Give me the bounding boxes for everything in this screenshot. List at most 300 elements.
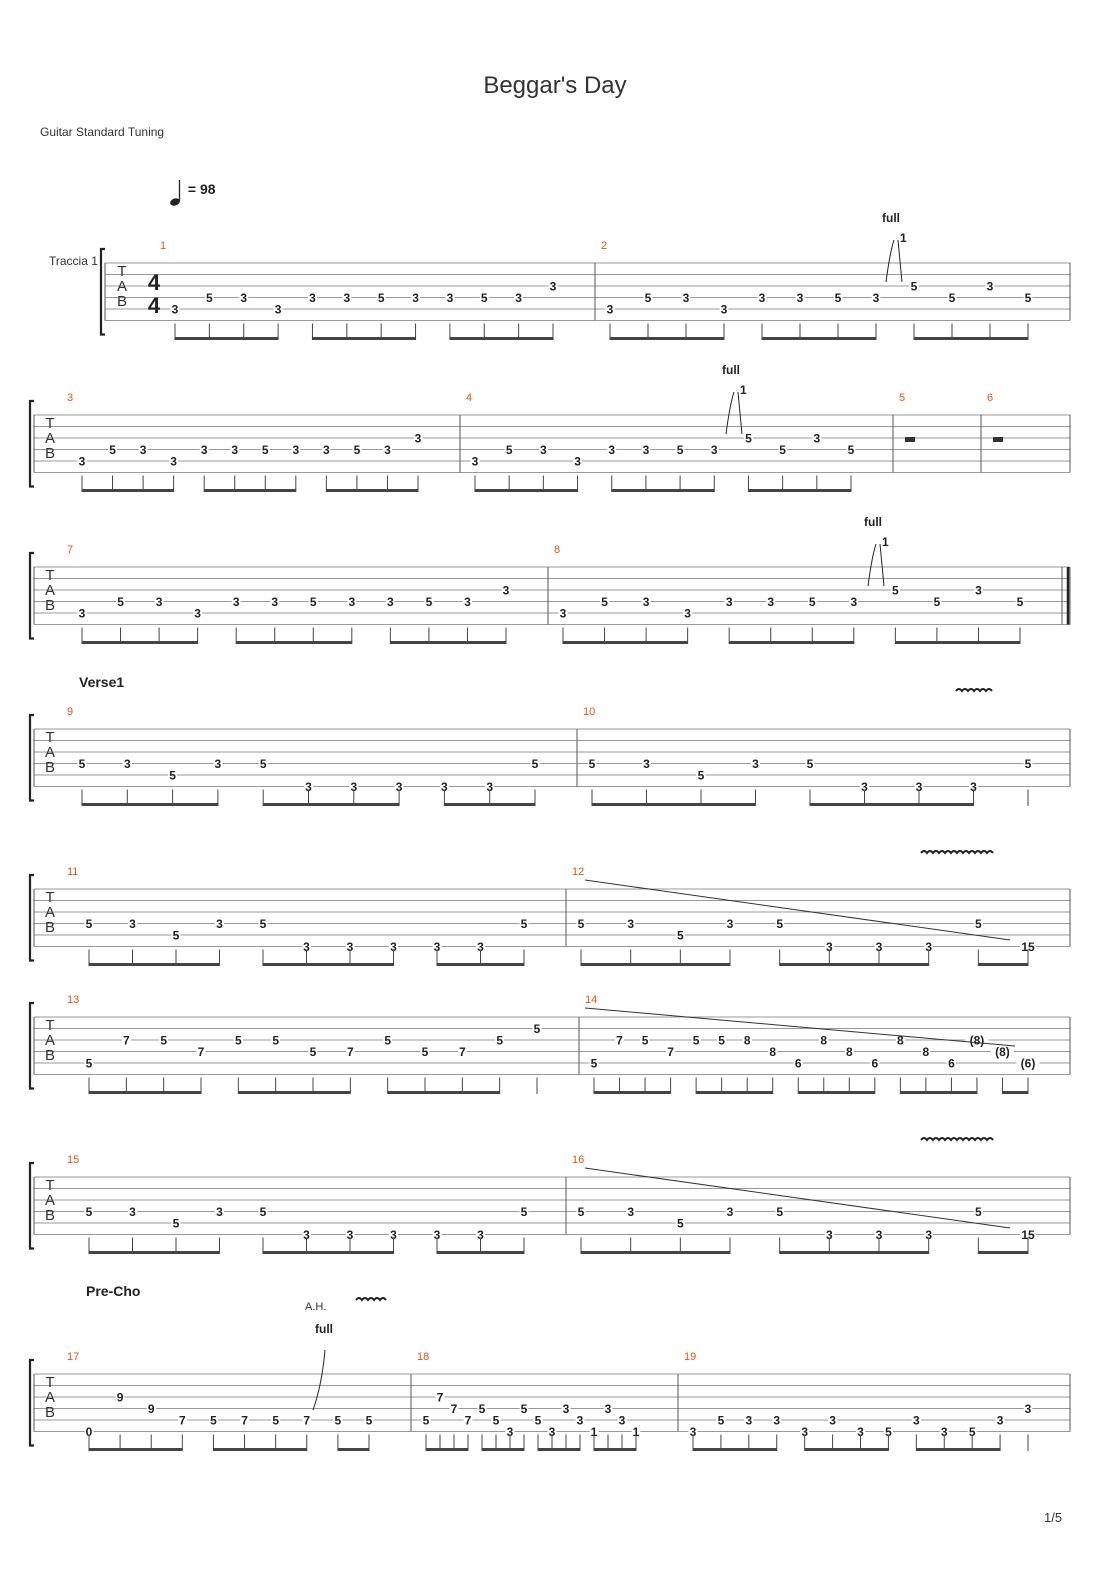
fret-number: 3	[78, 454, 86, 469]
note-beam	[914, 337, 1028, 340]
fret-number: 3	[682, 291, 690, 305]
fret-number: 3	[857, 1425, 864, 1439]
fret-number: 3	[559, 606, 567, 621]
fret-number: 3	[506, 1425, 514, 1439]
fret-number: 8	[820, 1033, 828, 1048]
bend-arrow-down	[880, 544, 884, 586]
tab-clef-a: A	[116, 278, 128, 295]
fret-number: 8	[922, 1045, 930, 1059]
fret-number: 5	[933, 595, 941, 609]
note-beam	[89, 1448, 182, 1451]
fret-number: 5	[309, 595, 317, 609]
note-beam	[563, 641, 688, 644]
fret-number: 5	[676, 928, 684, 943]
note-beam	[89, 1091, 201, 1094]
measure-number: 11	[67, 866, 79, 878]
note-beam	[426, 1448, 468, 1451]
fret-number: 5	[601, 595, 608, 609]
fret-number: 5	[808, 595, 816, 609]
system-bracket	[30, 1360, 34, 1446]
fret-number: 5	[692, 1033, 700, 1048]
fret-number: 3	[194, 606, 201, 621]
measure-number: 4	[466, 392, 473, 404]
fret-number: 3	[129, 917, 136, 931]
staff-system-7	[30, 1154, 1070, 1254]
fret-number: 3	[515, 291, 522, 305]
fret-number: 5	[353, 443, 361, 457]
bend-arrow-up	[313, 1350, 325, 1410]
fret-number: 5	[309, 1045, 317, 1059]
fret-number: 5	[160, 1033, 168, 1048]
fret-number: 5	[885, 1425, 892, 1439]
fret-number: 3	[274, 302, 282, 317]
fret-number: 3	[752, 757, 759, 771]
note-beam	[82, 803, 218, 806]
tab-clef-a: A	[44, 430, 56, 447]
fret-number: 3	[970, 780, 977, 794]
fret-number: 3	[773, 1413, 781, 1428]
fret-number: 3	[271, 595, 279, 609]
fret-number: 3	[576, 1413, 584, 1428]
fret-number: 5	[590, 1056, 598, 1071]
fret-number: 3	[123, 757, 131, 771]
tab-clef-a: A	[44, 744, 56, 761]
fret-number: 5	[377, 291, 385, 305]
note-beam	[780, 1251, 929, 1254]
tab-clef-a: A	[44, 1032, 56, 1049]
fret-number: 3	[231, 443, 239, 457]
fret-number: 5	[210, 1413, 217, 1428]
fret-number: 3	[1024, 1402, 1032, 1416]
fret-number: 3	[540, 443, 547, 457]
fret-number: 7	[241, 1413, 248, 1428]
fret-number: 5	[533, 1022, 541, 1036]
fret-number: 5	[172, 928, 180, 943]
fret-number: 3	[813, 431, 821, 446]
bend-label: full	[864, 515, 882, 529]
vibrato-icon	[921, 851, 993, 853]
fret-number: 5	[259, 917, 267, 931]
note-beam	[450, 337, 553, 340]
fret-number: 9	[147, 1402, 155, 1416]
fret-number: 3	[720, 302, 728, 317]
fret-number: 5	[169, 768, 176, 783]
bend-label: full	[882, 211, 900, 225]
fret-number: 5	[534, 1413, 542, 1428]
fret-number: 5	[109, 443, 116, 457]
bend-label: full	[722, 363, 740, 377]
system-bracket	[30, 1163, 34, 1249]
fret-number: 5	[588, 757, 596, 771]
fret-number: 3	[464, 595, 471, 609]
note-beam	[900, 1091, 977, 1094]
fret-number: 5	[1016, 595, 1024, 609]
note-beam	[263, 963, 394, 966]
fret-number: 5	[776, 917, 784, 931]
note-beam	[263, 803, 399, 806]
staff-system-1	[101, 240, 1070, 340]
vibrato-icon	[921, 1138, 993, 1140]
fret-number: 5	[676, 1216, 684, 1231]
fret-number: 3	[710, 443, 718, 457]
fret-number: 15	[1021, 940, 1035, 954]
bend-amount-label: 1	[900, 231, 907, 245]
harmonic-label: A.H.	[305, 1301, 327, 1313]
song-title: Beggar's Day	[483, 72, 627, 99]
fret-number: 5	[422, 1413, 430, 1428]
note-beam	[594, 1091, 671, 1094]
fret-number: 3	[155, 595, 163, 609]
note-beam	[780, 963, 929, 966]
fret-number: 5	[697, 768, 705, 783]
fret-number: 5	[531, 757, 539, 771]
whole-rest	[905, 437, 915, 442]
fret-number: 7	[436, 1390, 444, 1405]
fret-number: 3	[214, 757, 222, 771]
fret-number: 3	[303, 940, 310, 954]
fret-number: 5	[425, 595, 433, 609]
note-beam	[89, 963, 220, 966]
fret-number: (8)	[969, 1033, 985, 1048]
fret-number: 8	[769, 1045, 777, 1059]
note-beam	[895, 641, 1020, 644]
fret-number: 5	[577, 917, 585, 931]
bend-arrow-up	[886, 240, 894, 282]
measure-number: 7	[67, 544, 74, 556]
fret-number: 5	[676, 443, 684, 457]
fret-number: 5	[480, 291, 488, 305]
fret-number: 5	[384, 1033, 392, 1048]
fret-number: 7	[197, 1045, 205, 1059]
section-pre-chorus: Pre-Cho	[86, 1283, 141, 1299]
bend-arrow-down	[738, 392, 742, 434]
measure-number: 6	[987, 392, 994, 404]
tab-clef-t: T	[45, 1374, 55, 1391]
fret-number: (6)	[1020, 1056, 1036, 1071]
measure-number: 9	[67, 706, 74, 718]
fret-number: 7	[346, 1045, 354, 1059]
staff-system-3	[30, 544, 1070, 644]
fret-number: 3	[875, 940, 883, 954]
fret-number: 5	[644, 291, 652, 305]
tab-clef-a: A	[44, 1192, 56, 1209]
measure-number: 18	[417, 1351, 430, 1363]
fret-number: 5	[85, 917, 93, 931]
fret-number: 5	[1024, 291, 1032, 305]
fret-number: 3	[200, 443, 208, 457]
fret-number: 3	[486, 780, 494, 794]
measure-number: 3	[67, 392, 74, 404]
note-beam	[175, 337, 278, 340]
tab-clef-t: T	[45, 1177, 55, 1194]
fret-number: 5	[117, 595, 124, 609]
staff-system-2	[30, 392, 1070, 492]
time-signature-bottom: 4	[147, 293, 161, 318]
note-beam	[805, 1448, 889, 1451]
fret-number: 3	[414, 431, 422, 446]
note-beam	[326, 489, 418, 492]
fret-number: 3	[387, 595, 394, 609]
system-bracket	[101, 249, 105, 335]
note-beam	[693, 1448, 777, 1451]
fret-number: 5	[717, 1413, 725, 1428]
measure-number: 10	[583, 706, 596, 718]
fret-number: 3	[643, 757, 650, 771]
bend-annotation-m4	[722, 363, 747, 434]
fret-number: 5	[641, 1033, 649, 1048]
note-beam	[213, 1448, 306, 1451]
note-beam	[592, 803, 756, 806]
fret-number: 5	[206, 291, 213, 305]
fret-number: 1	[590, 1425, 598, 1439]
fret-number: 3	[767, 595, 775, 609]
note-beam	[338, 1448, 369, 1451]
fret-number: 5	[892, 583, 899, 598]
measure-number: 12	[572, 866, 585, 878]
fret-number: 3	[912, 1413, 920, 1428]
staff-system-8	[30, 1351, 1070, 1451]
fret-number: 3	[796, 291, 804, 305]
fret-number: 5	[259, 1205, 267, 1219]
fret-number: 5	[234, 1033, 242, 1048]
fret-number: 5	[834, 291, 842, 305]
fret-number: 3	[390, 1228, 397, 1242]
note-beam	[916, 1448, 1000, 1451]
note-beam	[390, 641, 506, 644]
fret-number: 3	[346, 1228, 354, 1242]
tempo-value: = 98	[187, 181, 216, 197]
fret-number: 3	[574, 454, 581, 469]
note-beam	[748, 489, 851, 492]
fret-number: 3	[171, 302, 179, 317]
staff-system-5	[30, 866, 1070, 966]
tab-clef-b: B	[44, 445, 56, 462]
fret-number: 3	[627, 1205, 635, 1219]
fret-number: 5	[779, 443, 786, 457]
system-bracket	[30, 1003, 34, 1089]
fret-number: 8	[897, 1033, 904, 1048]
fret-number: 3	[343, 291, 351, 305]
tab-clef-t: T	[45, 415, 55, 432]
staff-system-4	[30, 706, 1070, 806]
fret-number: 3	[745, 1413, 753, 1428]
time-signature-top: 4	[147, 270, 161, 295]
fret-number: 3	[604, 1402, 612, 1416]
tab-clef-t: T	[117, 263, 127, 280]
fret-number: 3	[346, 940, 354, 954]
fret-number: 3	[395, 780, 403, 794]
fret-number: 3	[618, 1413, 626, 1428]
fret-number: 3	[471, 454, 479, 469]
fret-number: 3	[216, 1205, 223, 1219]
fret-number: 3	[825, 1228, 833, 1242]
bend-amount-label: 1	[740, 383, 747, 397]
fret-number: 3	[758, 291, 766, 305]
fret-number: 5	[577, 1205, 585, 1219]
tab-clef-b: B	[44, 597, 56, 614]
fret-number: 5	[1024, 757, 1032, 771]
measure-number: 1	[160, 240, 167, 252]
fret-number: 1	[632, 1425, 640, 1439]
note-beam	[538, 1448, 580, 1451]
fret-number: 3	[850, 595, 858, 609]
tab-clef-b: B	[44, 1207, 56, 1224]
fret-number: 5	[261, 443, 269, 457]
fret-number: 3	[627, 917, 635, 931]
measure-number: 13	[67, 994, 80, 1006]
fret-number: 8	[845, 1045, 853, 1059]
note-beam	[236, 641, 352, 644]
fret-number: 3	[606, 302, 614, 317]
note-beam	[581, 963, 730, 966]
fret-number: 8	[743, 1033, 751, 1048]
track-name: Traccia 1	[49, 254, 98, 268]
measure-number: 2	[601, 240, 608, 252]
note-beam	[475, 489, 578, 492]
fret-number: 5	[478, 1402, 486, 1416]
fret-number: 5	[496, 1033, 504, 1048]
fret-number: 3	[642, 443, 650, 457]
fret-number: 3	[825, 940, 833, 954]
fret-number: 3	[726, 1205, 734, 1219]
staff-system-6	[30, 994, 1070, 1094]
fret-number: 3	[441, 780, 448, 794]
fret-number: 5	[847, 443, 855, 457]
tab-clef-t: T	[45, 729, 55, 746]
measure-number: 15	[67, 1154, 80, 1166]
fret-number: 5	[776, 1205, 784, 1219]
fret-number: 7	[450, 1402, 458, 1416]
fret-number: 0	[85, 1425, 93, 1439]
tab-clef-t: T	[45, 1017, 55, 1034]
tab-clef-a: A	[44, 1389, 56, 1406]
fret-number: 3	[477, 940, 484, 954]
note-beam	[82, 641, 198, 644]
fret-number: 5	[745, 431, 752, 446]
fret-number: 5	[948, 291, 956, 305]
fret-number: 3	[562, 1402, 570, 1416]
fret-number: 3	[350, 780, 358, 794]
fret-number: 6	[871, 1056, 879, 1071]
tab-clef-b: B	[44, 1047, 56, 1064]
measure-number: 16	[572, 1154, 585, 1166]
tab-clef-a: A	[44, 582, 56, 599]
fret-number: 3	[875, 1228, 883, 1242]
note-beam	[978, 1251, 1028, 1254]
note-beam	[798, 1091, 875, 1094]
note-beam	[437, 1251, 524, 1254]
fret-number: 5	[806, 757, 814, 771]
note-beam	[581, 1251, 730, 1254]
fret-number: 3	[433, 940, 441, 954]
fret-number: 5	[334, 1413, 342, 1428]
bend-annotation-m2	[882, 211, 907, 282]
note-beam	[388, 1091, 500, 1094]
fret-number: 3	[940, 1425, 948, 1439]
fret-number: 5	[85, 1205, 93, 1219]
tab-clef-t: T	[45, 889, 55, 906]
note-beam	[810, 803, 974, 806]
vibrato-icon	[356, 1298, 386, 1300]
fret-number: 3	[412, 291, 419, 305]
fret-number: 3	[642, 595, 650, 609]
measure-number: 19	[684, 1351, 697, 1363]
note-beam	[437, 963, 524, 966]
note-beam	[444, 803, 535, 806]
fret-number: 5	[172, 1216, 180, 1231]
whole-rest	[993, 437, 1003, 442]
fret-number: 3	[129, 1205, 136, 1219]
note-beam	[610, 337, 724, 340]
fret-number: 5	[259, 757, 267, 771]
fret-number: 3	[477, 1228, 484, 1242]
fret-number: 3	[872, 291, 880, 305]
fret-number: 7	[303, 1413, 311, 1428]
note-beam	[238, 1091, 350, 1094]
tab-clef-a: A	[44, 904, 56, 921]
fret-number: 9	[116, 1390, 124, 1405]
measure-number: 5	[899, 392, 906, 404]
tab-clef-t: T	[45, 567, 55, 584]
fret-number: 5	[492, 1413, 500, 1428]
fret-number: 3	[861, 780, 868, 794]
fret-number: 5	[85, 1056, 93, 1071]
fret-number: 3	[925, 940, 933, 954]
fret-number: 5	[520, 917, 528, 931]
note-beam	[594, 1448, 636, 1451]
fret-number: 3	[232, 595, 240, 609]
fret-number: 3	[216, 917, 223, 931]
note-beam	[482, 1448, 524, 1451]
fret-number: 3	[725, 595, 733, 609]
bend-label: full	[315, 1322, 333, 1336]
measure-number: 8	[554, 544, 561, 556]
fret-number: 5	[910, 279, 918, 294]
note-beam	[1002, 1091, 1028, 1094]
tuning-label: Guitar Standard Tuning	[40, 125, 165, 139]
fret-number: 5	[520, 1402, 528, 1416]
note-beam	[204, 489, 296, 492]
fret-number: 5	[505, 443, 513, 457]
fret-number: 5	[272, 1033, 280, 1048]
note-beam	[312, 337, 415, 340]
note-beam	[696, 1091, 773, 1094]
fret-number: 3	[384, 443, 391, 457]
note-beam	[978, 963, 1028, 966]
fret-number: 3	[548, 1425, 556, 1439]
fret-number: 3	[292, 443, 300, 457]
fret-number: 5	[78, 757, 86, 771]
fret-number: 3	[975, 583, 982, 598]
fret-number: 7	[464, 1413, 472, 1428]
fret-number: 5	[365, 1413, 373, 1428]
fret-number: 3	[303, 1228, 310, 1242]
fret-number: (8)	[995, 1045, 1010, 1059]
tab-clef-b: B	[44, 1404, 56, 1421]
fret-number: 7	[122, 1033, 130, 1048]
fret-number: 6	[948, 1056, 955, 1071]
note-beam	[729, 641, 854, 644]
bend-arrow-up	[726, 392, 734, 434]
bend-arrow-down	[898, 240, 902, 282]
fret-number: 5	[974, 917, 982, 931]
system-bracket	[30, 715, 34, 801]
fret-number: 7	[667, 1045, 674, 1059]
fret-number: 3	[433, 1228, 441, 1242]
fret-number: 7	[178, 1413, 186, 1428]
fret-number: 3	[240, 291, 248, 305]
fret-number: 3	[348, 595, 356, 609]
